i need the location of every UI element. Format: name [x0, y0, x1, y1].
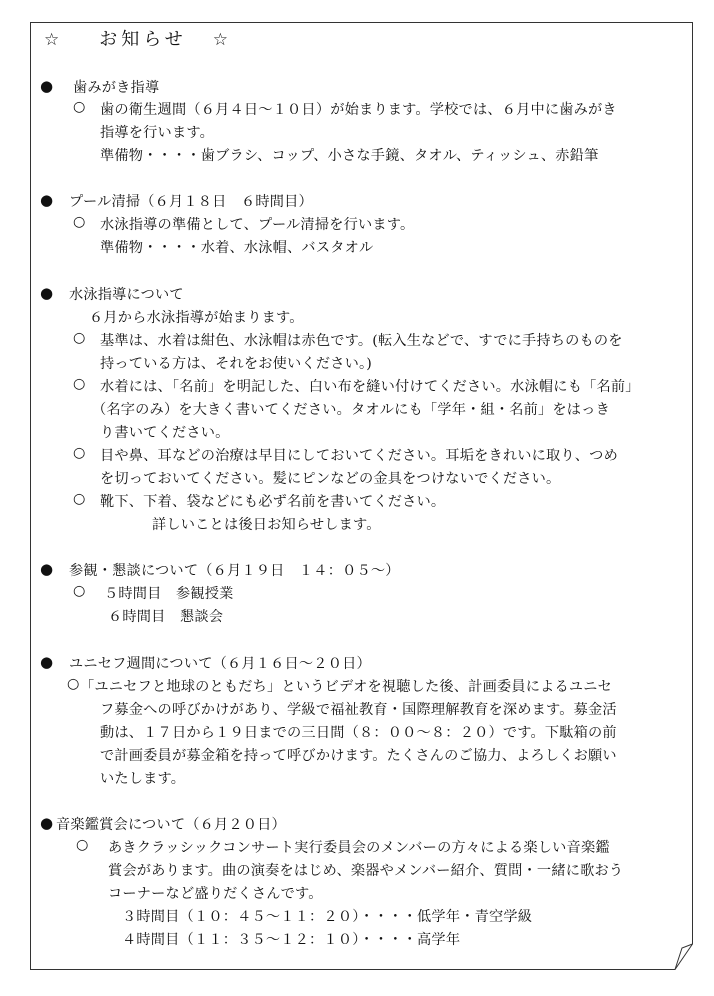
text-line: を切っておいてください。髪にピンなどの金具をつけないでください。 [100, 471, 561, 487]
text-line: あきクラッシックコンサート実行委員会のメンバーの方々による楽しい音楽鑑 [108, 840, 610, 856]
text-line: で計画委員が募金箱を持って呼びかけます。たくさんのご協力、よろしくお願い [100, 748, 617, 764]
circle-icon: ○ [73, 445, 86, 461]
text-line: 水泳指導の準備として、プール清掃を行います。 [100, 217, 415, 233]
section-heading-observation: 参観・懇談について（６月１９日 １４：０５～） [69, 563, 400, 579]
section-heading-unicef: ユニセフ週間について（６月１６日～２０日） [69, 656, 371, 672]
text-line: 詳しいことは後日お知らせします。 [152, 517, 381, 533]
text-line: ３時間目（１０：４５～１１：２０）・・・・低学年・青空学級 [122, 909, 533, 925]
star-icon: ☆ [44, 30, 64, 50]
notice-title [44, 25, 232, 51]
text-line: 目や鼻、耳などの治療は早目にしておいてください。耳垢をきれいに取り、つめ [100, 448, 618, 464]
star-icon: ☆ [212, 30, 232, 50]
text-line: 指導を行います。 [100, 125, 214, 141]
text-line: ５時間目 参観授業 [104, 586, 234, 602]
bullet-icon: ● [40, 814, 54, 832]
text-line: ６月から水泳指導が始まります。 [89, 310, 304, 326]
title-text: お知らせ [99, 29, 187, 50]
text-line: 水着には、「名前」を明記した、白い布を縫い付けてください。水泳帽にも「名前」 [100, 379, 640, 395]
text-line: ４時間目（１１：３５～１２：１０）・・・・高学年 [122, 932, 461, 948]
text-line: 動は、１７日から１９日までの三日間（８：００～８：２０）です。下駄箱の前 [100, 725, 617, 741]
notice-page [30, 22, 693, 970]
circle-icon: ○ [73, 99, 86, 115]
text-line: 賞会があります。曲の演奏をはじめ、楽器やメンバー紹介、質問・一緒に歌おう [108, 863, 624, 879]
text-line: 準備物・・・・歯ブラシ、コップ、小さな手鏡、タオル、ティッシュ、赤鉛筆 [100, 148, 599, 164]
bullet-icon: ● [40, 191, 54, 209]
text-line: 持っている方は、それをお使いください。) [100, 356, 372, 372]
text-line: コーナーなど盛りだくさんです。 [108, 886, 323, 902]
section-heading-music: 音楽鑑賞会について（６月２０日） [56, 817, 286, 833]
text-line: フ募金への呼びかけがあり、学級で福祉教育・国際理解教育を深めます。募金活 [100, 702, 617, 718]
text-line: 歯の衛生週間（６月４日～１０日）が始まります。学校では、６月中に歯みがき [100, 102, 617, 118]
text-line: 靴下、下着、袋などにも必ず名前を書いてください。 [100, 494, 446, 510]
circle-icon: ○ [73, 583, 86, 599]
text-line: 準備物・・・・水着、水泳帽、バスタオル [100, 240, 374, 256]
section-heading-pool-cleaning: プール清掃（６月１８日 ６時間目） [69, 194, 313, 210]
text-line: り書いてください。 [100, 425, 230, 441]
section-heading-brushing: 歯みがき指導 [73, 80, 160, 96]
bullet-icon: ● [40, 284, 54, 302]
bullet-icon: ● [40, 77, 54, 95]
circle-icon: ○ [73, 330, 86, 346]
circle-icon: ○ [67, 676, 80, 692]
circle-icon: ○ [73, 491, 86, 507]
circle-icon: ○ [76, 837, 89, 853]
text-line: 基準は、水着は紺色、水泳帽は赤色です。(転入生などで、すでに手持ちのものを [100, 333, 623, 349]
text-line: いたします。 [100, 771, 186, 787]
text-line: （名字のみ）を大きく書いてください。タオルにも「学年・組・名前」をはっき [92, 402, 610, 418]
circle-icon: ○ [73, 214, 86, 230]
bullet-icon: ● [40, 653, 54, 671]
section-heading-swimming: 水泳指導について [69, 287, 184, 303]
circle-icon: ○ [73, 376, 86, 392]
text-line: 「ユニセフと地球のともだち」というビデオを視聴した後、計画委員によるユニセ [80, 679, 613, 695]
bullet-icon: ● [40, 560, 54, 578]
text-line: ６時間目 懇談会 [108, 609, 224, 625]
